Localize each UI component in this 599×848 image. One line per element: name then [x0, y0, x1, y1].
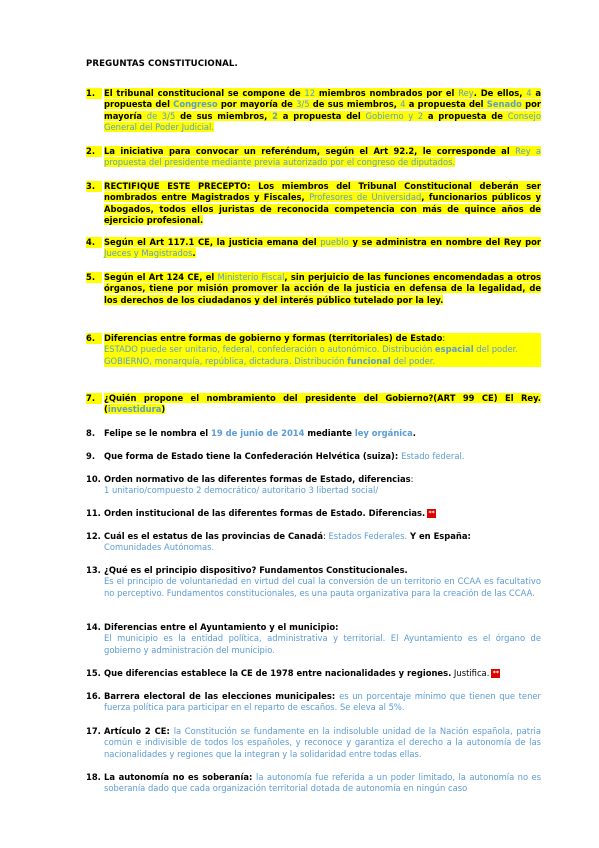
question-number: 10. — [86, 474, 101, 484]
question-body — [104, 272, 541, 306]
question-4 — [86, 237, 541, 260]
question-text: El tribunal constitucional se compone de — [104, 88, 305, 98]
answer-text: Estado federal. — [401, 451, 465, 461]
question-body — [104, 88, 541, 134]
answer-text: 3/5 — [296, 99, 310, 110]
question-body — [104, 451, 541, 462]
question-text: de sus miembros, — [175, 110, 273, 121]
question-number: 13. — [86, 565, 101, 575]
answer-text: Es el principio de voluntariedad en virtud del cual la conversión de un territorio en CCAA es facultativo no perceptivo. Fundamentos constitucionales, es una pauta organizativa para la creación de las CCAA. — [104, 576, 541, 598]
question-body — [104, 691, 541, 714]
answer-text: 2 — [272, 110, 278, 121]
question-18 — [86, 772, 541, 795]
question-body — [104, 428, 541, 439]
question-12 — [86, 531, 541, 554]
question-17 — [86, 726, 541, 760]
question-text: ¿Quién propone el nombramiento del presidente del Gobierno?(ART 99 CE) El Rey. ( — [104, 393, 541, 415]
answer-text: Rey a propuesta del presidente mediante previa autorizado por el congreso de diputados. — [104, 146, 541, 168]
answer-text: Comunidades Autónomas. — [104, 542, 215, 553]
answer-text: Gobierno y 2 — [365, 110, 424, 121]
answer-text: ley orgánica — [354, 428, 413, 438]
answer-text: pueblo — [320, 237, 349, 247]
question-body — [104, 181, 541, 227]
question-text: ¿Qué es el principio dispositivo? Fundamentos Constitucionales. — [104, 565, 408, 575]
question-text: Justifica. — [451, 668, 490, 678]
answer-text: Jueces y Magistrados — [104, 248, 193, 259]
question-text: RECTIFIQUE ESTE PRECEPTO: Los miembros del Tribunal Constitucional deberán ser nombrados entre Magistrados y Fiscales, — [104, 181, 541, 203]
answer-text: 12 — [304, 88, 316, 98]
question-2 — [86, 146, 541, 169]
question-number: 9. — [86, 451, 96, 461]
answer-text: es un porcentaje mínimo que tienen que tener fuerza política para participar en el reparto de escaños. Se eleva al 5%. — [104, 691, 541, 713]
question-text: Que forma de Estado tiene la Confederación Helvética (suiza): — [104, 451, 402, 461]
question-number: 11. — [86, 508, 101, 518]
question-text: La iniciativa para convocar un referéndum, según el Art 92.2, le corresponde al — [104, 146, 516, 156]
answer-text: Congreso — [173, 99, 218, 110]
answer-text: Rey — [458, 88, 474, 98]
question-number: 15. — [86, 668, 101, 678]
question-number: 6. — [86, 333, 102, 344]
question-9 — [86, 451, 541, 462]
question-16 — [86, 691, 541, 714]
page-title: PREGUNTAS CONSTITUCIONAL. — [86, 59, 238, 69]
answer-text: Estados Federales. — [328, 531, 408, 541]
question-text: por mayoría — [104, 99, 541, 121]
question-text: a propuesta del — [277, 110, 366, 121]
answer-text: del poder. — [473, 344, 518, 355]
question-text: ) — [161, 404, 166, 415]
answer-text: espacial — [434, 344, 474, 355]
question-text: a propuesta de — [423, 110, 508, 121]
question-7 — [86, 393, 541, 416]
question-text: mediante — [304, 428, 355, 438]
question-body — [104, 531, 541, 554]
question-body — [104, 668, 541, 679]
question-number: 4. — [86, 237, 102, 248]
question-text: Orden institucional de las diferentes formas de Estado. Diferencias. — [104, 508, 426, 518]
question-body — [104, 622, 541, 656]
answer-text: GOBIERNO, monarquía, república, dictadura. Distribución — [104, 355, 348, 366]
question-number: 17. — [86, 726, 101, 736]
comment-flag-icon[interactable]: ** — [492, 670, 499, 677]
answer-text: la autonomía fue referida a un poder limitado, la autonomía no es soberanía dado que cada organización territorial dotada de autonomía en ningún caso — [104, 772, 541, 794]
question-body — [104, 393, 541, 416]
question-number: 14. — [86, 622, 101, 632]
question-text: . De ellos, — [473, 88, 527, 98]
question-text: : — [442, 333, 446, 343]
question-text: Según el Art 117.1 CE, la justicia emana del — [104, 237, 321, 247]
question-15 — [86, 668, 541, 679]
answer-text: 19 de junio de 2014 — [211, 428, 305, 438]
question-text: por mayoría de — [217, 99, 297, 110]
question-text: a propuesta del — [104, 88, 541, 110]
question-1 — [86, 88, 541, 134]
question-13 — [86, 565, 541, 599]
question-number: 1. — [86, 88, 102, 99]
answer-text: Ministerio Fiscal — [217, 272, 285, 282]
question-body — [104, 772, 541, 795]
question-body — [104, 237, 541, 260]
answer-text: 4 — [526, 88, 532, 98]
answer-text: ESTADO puede ser unitario, federal, confederación o autonómico. Distribución — [104, 344, 435, 355]
question-body — [104, 474, 541, 497]
question-number: 2. — [86, 146, 102, 157]
answer-text: investidura — [107, 404, 162, 415]
question-text: . — [412, 428, 416, 438]
question-body — [104, 508, 541, 519]
question-text: Artículo 2 CE: — [104, 726, 174, 736]
question-number: 5. — [86, 272, 102, 283]
question-text: a propuesta del — [405, 99, 487, 110]
question-number: 7. — [86, 393, 102, 404]
question-number: 18. — [86, 772, 101, 782]
question-11 — [86, 508, 541, 519]
comment-flag-icon[interactable]: ** — [428, 510, 435, 517]
question-3 — [86, 181, 541, 227]
question-6 — [86, 333, 541, 367]
question-text: miembros nombrados por el — [315, 88, 459, 98]
question-text: Barrera electoral de las elecciones municipales: — [104, 691, 340, 701]
answer-text: 1 unitario/compuesto 2 democrático/ autoritario 3 libertad social/ — [104, 485, 379, 496]
question-text: . — [192, 248, 196, 259]
question-text: : — [323, 531, 329, 541]
question-10 — [86, 474, 541, 497]
answer-text: funcional — [347, 355, 391, 366]
question-text: Cuál es el estatus de las provincias de Canadá — [104, 531, 324, 541]
question-text: , sin perjuicio de las funciones encomendadas a otros órganos, tiene por misión promover la acción de la justicia en defensa de la legalidad, de los derechos de los ciudadanos y del interés público tutelado por la ley. — [104, 272, 541, 305]
question-body — [104, 565, 541, 599]
question-5 — [86, 272, 541, 306]
answer-text: del poder. — [390, 355, 436, 366]
question-text: Diferencias entre el Ayuntamiento y el municipio: — [104, 622, 339, 632]
question-number: 16. — [86, 691, 101, 701]
question-number: 3. — [86, 181, 102, 192]
answer-text: Profesores de Universidad — [309, 192, 422, 203]
question-text: La autonomía no es soberanía: — [104, 772, 257, 782]
question-text: y se administra en nombre del Rey por — [348, 237, 541, 247]
answer-text: Consejo General del Poder Judicial. — [104, 110, 541, 133]
question-8 — [86, 428, 541, 439]
question-number: 8. — [86, 428, 96, 438]
answer-text: Senado — [486, 99, 522, 110]
question-14 — [86, 622, 541, 656]
question-text: Según el Art 124 CE, el — [104, 272, 218, 282]
question-body — [104, 726, 541, 760]
answer-text: El municipio es la entidad política, administrativa y territorial. El Ayuntamiento es el órgano de gobierno y administración del municipio. — [104, 633, 541, 655]
question-body — [104, 146, 541, 169]
answer-text: la Constitución se fundamente en la indisoluble unidad de la Nación española, patria común e indivisible de todos los españoles, y reconoce y garantiza el derecho a la autonomía de las nacionalidades y regiones que la integran y la solidaridad entre todas ellas. — [104, 726, 541, 759]
question-text: Felipe se le nombra el — [104, 428, 212, 438]
question-text: Y en España: — [407, 531, 471, 541]
question-body — [104, 333, 541, 367]
question-text: de sus miembros, — [309, 99, 401, 110]
question-text: Diferencias entre formas de gobierno y formas (territoriales) de Estado — [104, 333, 443, 343]
question-text: : — [410, 474, 414, 484]
question-text: Que diferencias establece la CE de 1978 entre nacionalidades y regiones. — [104, 668, 452, 678]
answer-text: de 3/5 — [146, 110, 176, 121]
question-text: Orden normativo de las diferentes formas de Estado, diferencias — [104, 474, 411, 484]
answer-text: 4 — [400, 99, 406, 110]
question-text: , funcionarios públicos y Abogados, todos ellos juristas de reconocida competencia con más de quince años de ejercicio profesional. — [104, 192, 542, 226]
question-number: 12. — [86, 531, 101, 541]
